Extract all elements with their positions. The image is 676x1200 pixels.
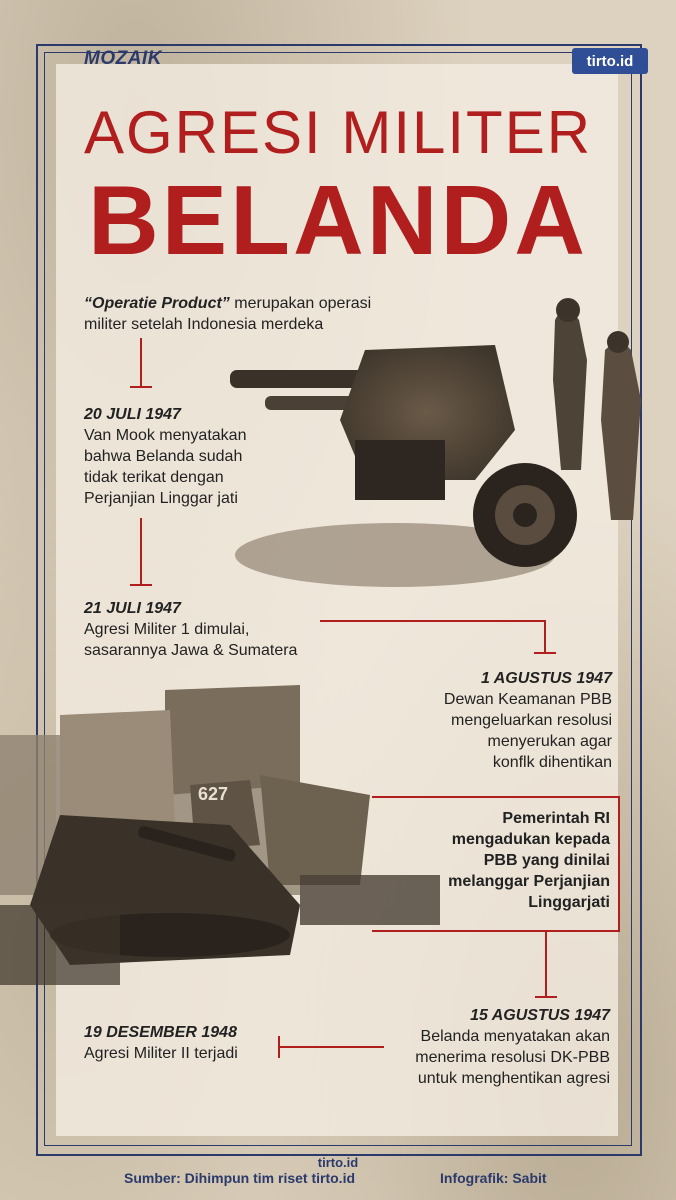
event-line: Agresi Militer II terjadi (84, 1045, 238, 1062)
event-date: 20 JULI 1947 (84, 406, 181, 423)
connector-1 (140, 338, 142, 388)
event-line: untuk menghentikan agresi (417, 1070, 610, 1087)
event-21-juli (84, 598, 364, 661)
event-line: Van Mook menyatakan (84, 427, 247, 444)
tirto-logo: tirto.id (572, 48, 648, 74)
event-line: melanggar Perjanjian (448, 873, 610, 890)
event-line: Belanda menyatakan akan (420, 1028, 610, 1045)
infographic-credit: Infografik: Sabit (440, 1170, 547, 1186)
connector-5-cap (278, 1036, 280, 1058)
source-credit: Sumber: Dihimpun tim riset tirto.id (124, 1170, 356, 1186)
section-label: MOZAIK (84, 48, 162, 69)
connector-2 (140, 518, 142, 586)
connector-3-h (320, 620, 546, 622)
connector-3-v (544, 620, 546, 654)
event-line: Dewan Keamanan PBB (443, 691, 612, 708)
event-1-agustus (360, 668, 612, 773)
event-20-juli (84, 404, 324, 509)
event-line: Perjanjian Linggar jati (84, 490, 238, 507)
event-date: 1 AGUSTUS 1947 (480, 670, 612, 687)
event-line: Agresi Militer 1 dimulai, (84, 621, 250, 638)
intro-line-2: militer setelah Indonesia merdeka (84, 316, 324, 333)
connector-4-cap (535, 996, 557, 998)
intro-text (84, 293, 424, 335)
event-line: PBB yang dinilai (483, 852, 610, 869)
event-date: 19 DESEMBER 1948 (84, 1024, 237, 1041)
connector-3-cap (534, 652, 556, 654)
intro-emphasis: “Operatie Product” (84, 295, 230, 312)
event-line: menyerukan agar (487, 733, 612, 750)
event-15-agustus (380, 1005, 610, 1089)
event-complaint (420, 808, 610, 913)
connector-5-h (278, 1046, 384, 1048)
event-line: mengeluarkan resolusi (451, 712, 612, 729)
event-19-desember (84, 1022, 274, 1064)
connector-1-cap (130, 386, 152, 388)
event-line: sasarannya Jawa & Sumatera (84, 642, 298, 659)
event-line: Linggarjati (528, 894, 610, 911)
intro-line-1: merupakan operasi (229, 295, 372, 312)
svg-text:627: 627 (198, 784, 229, 804)
event-line: menerima resolusi DK-PBB (415, 1049, 610, 1066)
connector-4 (545, 930, 547, 998)
event-line: Pemerintah RI (502, 810, 610, 827)
event-line: konflk dihentikan (492, 754, 612, 771)
connector-2-cap (130, 584, 152, 586)
event-line: bahwa Belanda sudah (84, 448, 243, 465)
footer-brand: tirto.id (317, 1155, 359, 1170)
event-date: 15 AGUSTUS 1947 (470, 1007, 610, 1024)
title-line-2: BELANDA (87, 165, 589, 275)
event-line: mengadukan kepada (451, 831, 610, 848)
event-date: 21 JULI 1947 (84, 600, 181, 617)
event-line: tidak terikat dengan (84, 469, 224, 486)
title-line-1: AGRESI MILITER (83, 99, 593, 166)
